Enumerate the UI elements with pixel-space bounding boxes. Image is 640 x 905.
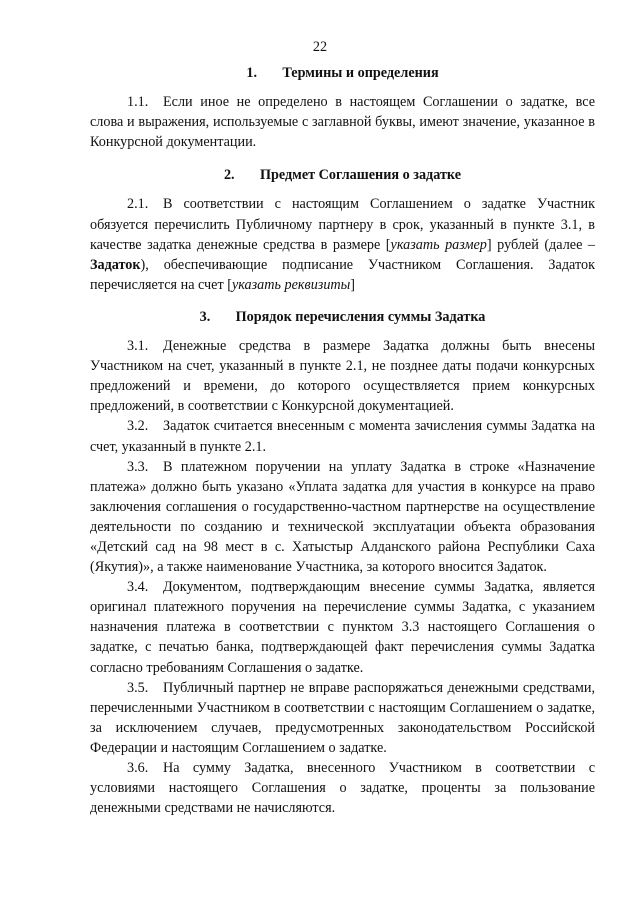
section-1-title: Термины и определения — [282, 65, 439, 81]
defined-term-zadatok: Задаток — [90, 256, 141, 273]
section-2-heading — [90, 165, 595, 185]
paragraph-3-2-text: Задаток считается внесенным с момента зачисления суммы Задатка на счет, указанный в пункте 2.1. — [90, 418, 595, 455]
paragraph-3-4 — [90, 577, 595, 677]
paragraph-2-1-text-d: ] — [350, 276, 356, 293]
paragraph-2-1-text-b: ] рублей (далее – — [486, 236, 595, 253]
paragraph-3-5 — [90, 678, 595, 758]
paragraph-2-1-text-a: В соответствии с настоящим Соглашением о задатке Участник обязуется перечислить Публичному партнеру в срок, указанный в пункте 3.1, в качестве задатка денежные средства в размере [ — [90, 196, 595, 253]
paragraph-3-3 — [90, 457, 595, 578]
section-1-heading — [90, 63, 595, 83]
paragraph-3-4-number: 3.4. — [127, 579, 149, 596]
paragraph-1-1 — [90, 92, 595, 152]
paragraph-3-5-text: Публичный партнер не вправе распоряжаться денежными средствами, перечисленными Участником в соответствии с настоящим Соглашением о задатке, за исключением случаев, предусмотренных законодательством Российской Федерации и настоящим Соглашением о задатке. — [90, 679, 595, 756]
section-2-number: 2. — [223, 167, 235, 184]
paragraph-3-1-text: Денежные средства в размере Задатка должны быть внесены Участником на счет, указанный в пункте 2.1, не позднее даты подачи конкурсных предложений и времени, до которого осуществляется прием конкурсных предложений, в соответствии с Конкурсной документацией. — [90, 338, 595, 415]
paragraph-1-1-number: 1.1. — [127, 94, 149, 111]
paragraph-3-4-text: Документом, подтверждающим внесение суммы Задатка, является оригинал платежного поручения на перечисление суммы Задатка, с указанием назначения платежа в соответствии с пунктом 3.3 настоящего Соглашения о задатке, с печатью банка, подтверждающей факт перечисления суммы Задатка согласно требованиям Соглашения о задатке. — [90, 579, 595, 676]
paragraph-3-1-number: 3.1. — [127, 338, 149, 355]
document-body — [90, 63, 595, 818]
page-number: 22 — [312, 39, 328, 55]
paragraph-3-5-number: 3.5. — [127, 679, 149, 696]
paragraph-3-1 — [90, 336, 595, 416]
section-3-number: 3. — [199, 308, 211, 325]
paragraph-3-6-number: 3.6. — [127, 760, 149, 776]
section-3-title: Порядок перечисления суммы Задатка — [235, 308, 486, 325]
section-3-heading — [90, 307, 595, 327]
placeholder-amount: указать размер — [390, 236, 487, 253]
paragraph-1-1-text: Если иное не определено в настоящем Соглашении о задатке, все слова и выражения, используемые с заглавной буквы, имеют значение, указанное в Конкурсной документации. — [90, 94, 595, 151]
section-2-title: Предмет Соглашения о задатке — [259, 167, 462, 184]
paragraph-3-3-number: 3.3. — [127, 458, 149, 475]
section-1-number: 1. — [246, 65, 257, 81]
paragraph-2-1-number: 2.1. — [127, 196, 149, 213]
paragraph-2-1 — [90, 194, 595, 294]
paragraph-3-6-text: На сумму Задатка, внесенного Участником в соответствии с условиями настоящего Соглашения о задатке, проценты за пользование денежными средствами не начисляются. — [90, 760, 595, 817]
paragraph-3-3-text: В платежном поручении на уплату Задатка в строке «Назначение платежа» должно быть указано «Уплата задатка для участия в конкурсе на право заключения соглашения о государственно-частном партнерстве на осуществление деятельности по созданию и технической эксплуатации объекта образования «Детский сад на 98 мест в с. Хатыстыр Алданского района Республики Саха (Якутия)», а также наименование Участника, за которого вносится Задаток. — [90, 458, 595, 576]
paragraph-3-2-number: 3.2. — [127, 418, 149, 435]
paragraph-3-2 — [90, 416, 595, 456]
paragraph-2-1-text-c: ), обеспечивающие подписание Участником Соглашения. Задаток перечисляется на счет [ — [90, 256, 595, 293]
placeholder-account: указать реквизиты — [231, 276, 351, 293]
paragraph-3-6 — [90, 758, 595, 818]
